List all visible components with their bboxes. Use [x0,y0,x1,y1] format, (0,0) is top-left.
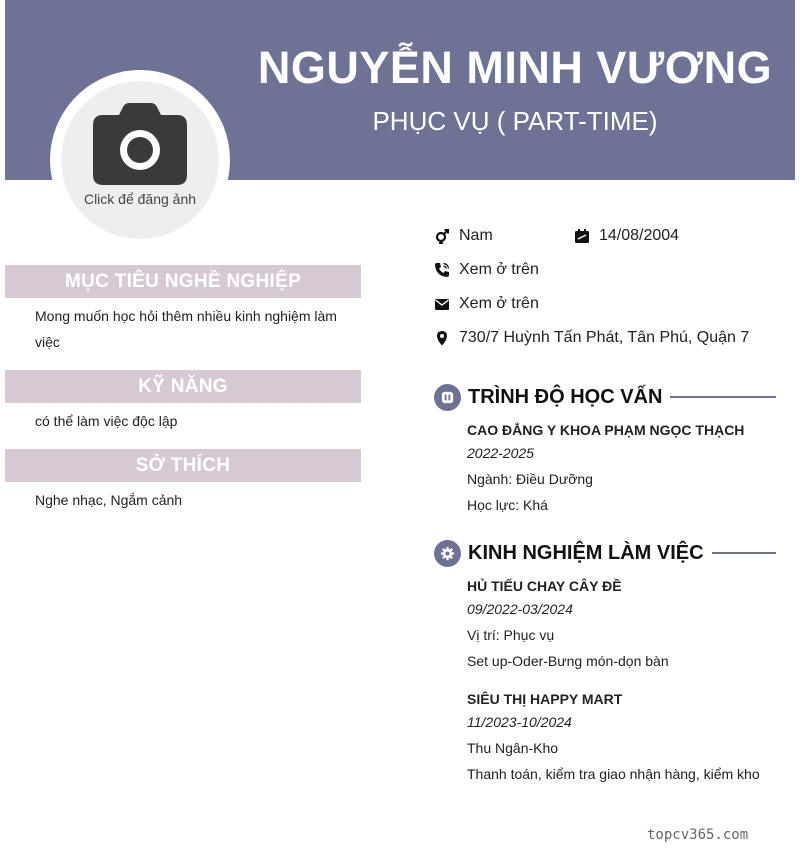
camera-icon [93,103,187,185]
skills-heading: KỸ NĂNG [5,370,361,403]
birthday-value: 14/08/2004 [599,227,680,244]
email-value: Xem ở trên [459,295,539,312]
avatar-upload-label: Click để đăng ảnh [83,191,197,207]
company-name: SIÊU THỊ HAPPY MART [467,691,623,707]
avatar-upload[interactable] [61,81,219,239]
objective-text: Mong muốn học hỏi thêm nhiều kinh nghiệm làm việc [35,308,337,350]
phone-row [434,259,539,281]
experience-heading [434,539,776,567]
experience-entry [467,576,787,674]
school-name: CAO ĐẲNG Y KHOA PHẠM NGỌC THẠCH [467,422,745,438]
gender-row [434,225,493,247]
phone-icon [434,262,450,278]
experience-position: Thu Ngân-Kho [467,740,559,756]
job-title: PHỤC VỤ ( PART-TIME) [372,106,658,136]
gender-icon [434,228,450,244]
gender-value: Nam [459,227,493,244]
experience-description: Set up-Oder-Bưng món-dọn bàn [467,653,669,669]
candidate-name: NGUYỄN MINH VƯƠNG [257,42,773,93]
hobbies-heading: SỞ THÍCH [5,449,361,482]
phone-value: Xem ở trên [459,261,539,278]
watermark: topcv365.com [647,827,749,843]
birthday-row [574,225,679,247]
education-heading [434,383,776,411]
education-major: Ngành: Điều Dưỡng [467,471,593,487]
company-name: HỦ TIẾU CHAY CÂY ĐỀ [467,578,622,594]
hobbies-text: Nghe nhạc, Ngắm cảnh [35,492,183,508]
experience-description: Thanh toán, kiểm tra giao nhận hàng, kiểm kho [467,766,760,782]
education-period: 2022-2025 [467,445,534,461]
education-divider [670,396,776,398]
education-grade: Học lực: Khá [467,497,548,513]
experience-divider [712,552,776,554]
experience-period: 11/2023-10/2024 [467,714,572,730]
experience-title: KINH NGHIỆM LÀM VIỆC [468,541,704,564]
address-value: 730/7 Huỳnh Tấn Phát, Tân Phú, Quận 7 [459,329,750,346]
education-title: TRÌNH ĐỘ HỌC VẤN [468,385,663,408]
calendar-icon [574,228,590,244]
experience-position: Vị trí: Phục vụ [467,627,555,643]
experience-entry [467,689,787,787]
objective-heading: MỤC TIÊU NGHỀ NGHIỆP [5,265,361,298]
education-icon [440,390,455,405]
address-row [434,327,749,349]
skills-text: có thể làm việc độc lập [35,413,178,429]
experience-period: 09/2022-03/2024 [467,601,573,617]
experience-icon [440,546,455,561]
education-entry [467,420,787,518]
location-pin-icon [434,330,450,346]
email-row [434,293,539,315]
mail-icon [434,296,450,312]
